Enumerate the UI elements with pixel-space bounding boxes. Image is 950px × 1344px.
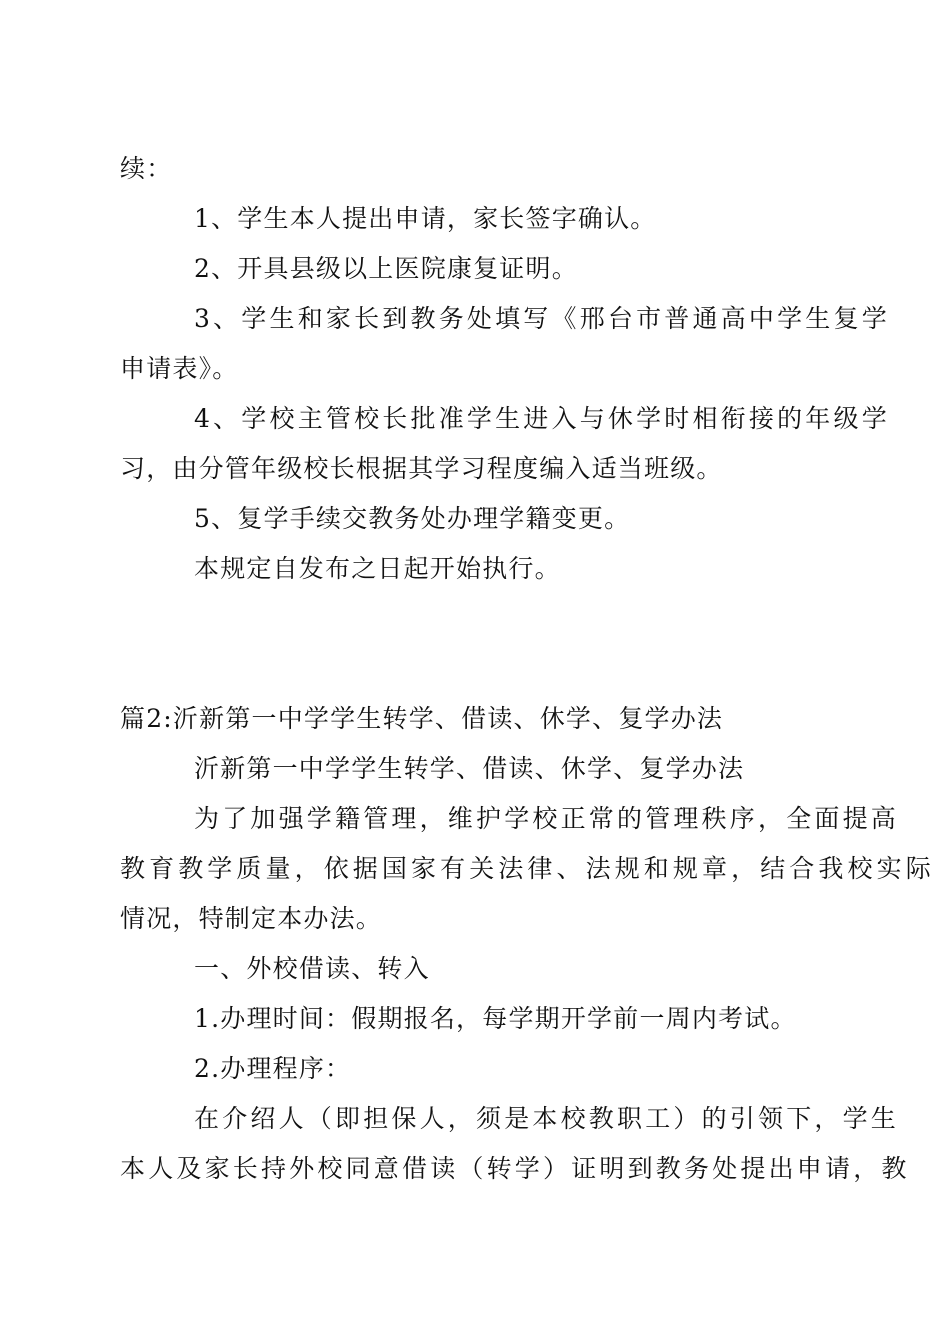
- paragraph-step-5: 5、复学手续交教务处办理学籍变更。: [194, 504, 631, 533]
- subsection-heading: 一、外校借读、转入: [194, 954, 430, 983]
- procedure-paragraph-line-1: 在介绍人（即担保人，须是本校教职工）的引领下，学生: [194, 1104, 900, 1133]
- continuation-label: 续：: [120, 154, 173, 183]
- intro-paragraph-line-3: 情况，特制定本办法。: [120, 904, 383, 933]
- paragraph-step-2: 2、开具县级以上医院康复证明。: [194, 254, 578, 283]
- section-heading: 篇2:沂新第一中学学生转学、借读、休学、复学办法: [120, 704, 724, 733]
- paragraph-step-4-line-2: 习，由分管年级校长根据其学习程度编入适当班级。: [120, 454, 723, 483]
- paragraph-effective-date: 本规定自发布之日起开始执行。: [194, 554, 561, 583]
- paragraph-step-3-line-1: 3、学生和家长到教务处填写《邢台市普通高中学生复学: [194, 304, 890, 333]
- intro-paragraph-line-1: 为了加强学籍管理，维护学校正常的管理秩序，全面提高: [194, 804, 900, 833]
- paragraph-step-3-line-2: 申请表》。: [120, 354, 239, 383]
- paragraph-procedure: 2.办理程序：: [194, 1054, 352, 1083]
- procedure-paragraph-line-2: 本人及家长持外校同意借读（转学）证明到教务处提出申请，教: [120, 1154, 910, 1183]
- paragraph-step-1: 1、学生本人提出申请，家长签字确认。: [194, 204, 657, 233]
- paragraph-step-4-line-1: 4、学校主管校长批准学生进入与休学时相衔接的年级学: [194, 404, 890, 433]
- document-title: 沂新第一中学学生转学、借读、休学、复学办法: [194, 754, 745, 783]
- intro-paragraph-line-2: 教育教学质量，依据国家有关法律、法规和规章，结合我校实际: [120, 854, 935, 883]
- paragraph-time: 1.办理时间：假期报名，每学期开学前一周内考试。: [194, 1004, 797, 1033]
